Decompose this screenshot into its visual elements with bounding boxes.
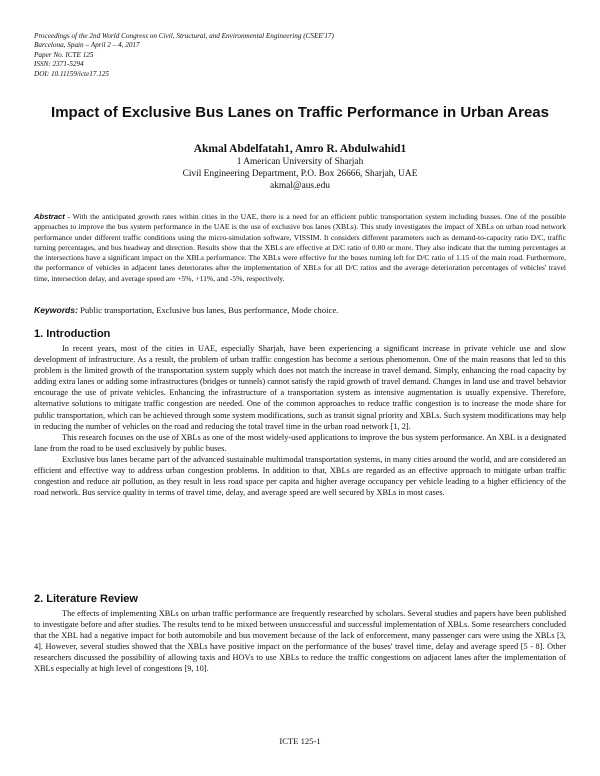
author-list: Akmal Abdelfatah1, Amro R. Abdulwahid1 <box>193 143 407 155</box>
proceedings-line: ISSN: 2371-5294 <box>34 60 84 69</box>
paragraph: In recent years, most of the cities in UAE, especially Sharjah, have been experiencing a significant increase in private vehicle use and slow development of infrastructure. As a result, the problem of urban traffic congestion has become a serious phenomenon. One of the main reasons that led to this problem is the limited growth of the transportation system supply which does not match the increase in travel demand. Simply, enhancing the road capacity by adding extra lanes or adding some infrastructures (bridges or tunnels) cannot satisfy the rapid growth of travel demand. Changes in land use and travel behavior encourage the use of private vehicles. Enhancing the infrastructure of a transportation system as intensive augmentation is usually expensive. Therefore, alternative solutions to mitigate traffic congestion are needed. One of the common approaches to reduce traffic congestion is to increase the mode share for public transportation, which can be achieved through some system modifications, such as transit signal priority and XBLs. Such system modifications may help in reducing the number of vehicles on the road and reducing the total travel time in the urban road network [1, 2]. <box>34 344 566 431</box>
proceedings-line: Proceedings of the 2nd World Congress on Civil, Structural, and Environmental Engineering (CSEE'17) <box>34 32 334 40</box>
abstract <box>34 212 566 284</box>
page-footer: ICTE 125-1 <box>279 736 321 746</box>
proceedings-line: Paper No. ICTE 125 <box>34 50 94 59</box>
keywords <box>34 305 566 315</box>
paragraph: The effects of implementing XBLs on urban traffic performance are frequently researched by scholars. Several studies and papers have been published to investigate before and after studies. The results tend to be mixed between unsuccessful and successful implementation of XBLs. Some researchers concluded that the XBL had a negative impact for both automobile and bus movement because of the lack of enforcement, many passenger cars were using the XBLs [3, 4]. However, several studies showed that the XBLs have positive impact on the performance of the buses' travel time, delay and average speed [5 - 8]. Other researchers discussed the possibility of allowing taxis and HOVs to use XBLs to reduce the traffic congestions on adjacent lanes after the implementation of XBLs especially at high level of congestions [9, 10]. <box>34 609 566 674</box>
paper-title: Impact of Exclusive Bus Lanes on Traffic Performance in Urban Areas <box>51 104 549 121</box>
introduction-body <box>34 343 566 498</box>
section-heading-introduction: 1. Introduction <box>34 328 111 340</box>
proceedings-line: Barcelona, Spain – April 2 – 4, 2017 <box>34 41 140 50</box>
author-email: akmal@aus.edu <box>270 181 330 192</box>
paragraph: This research focuses on the use of XBLs as one of the most widely-used applications to improve the bus system performance. An XBL is a designated lane from the road to be used exclusively by public buses. <box>34 432 566 453</box>
proceedings-header <box>34 32 574 79</box>
proceedings-line: DOI: 10.11159/icte17.125 <box>34 69 109 78</box>
affiliation-institution: 1 American University of Sharjah <box>236 157 364 167</box>
abstract-label: Abstract <box>34 212 65 221</box>
abstract-text: - With the anticipated growth rates within cities in the UAE, there is a need for an efficient public transportation system including busses. One of the possible approaches to improve the bus system performance in the UAE is the use of exclusive bus lanes (XBLs). This study investigates the impact of XBLs on urban road network performance under different traffic conditions using the micro-simulation software, VISSIM. It considers different parameters such as demand-to-capacity ratio D/C, traffic turning percentages, and bus headway and direction. Results show that the XBLs are effective at D/C ratio of 0.80 or more. They also indicate that the turning percentages at the intersections have a significant impact on the XBLs performance. The XBLs were effective for the buses turning left for D/C ratio of 1.15 of the main road. Furthermore, the performance of vehicles in adjacent lanes deteriorates after the implementation of XBLs for all D/C ratios and the average deterioration percentages of vehicles' travel time, intersection delay, and average speed are +5%, +11%, and -5%, respectively. <box>34 212 566 283</box>
paragraph: Exclusive bus lanes became part of the advanced sustainable multimodal transportation systems, in many cities around the world, and are considered an efficient and effective way to address urban congestion problems. In addition to that, XBLs are regarded as an effective approach to mitigate urban traffic congestion and reduce air pollution, as they result in less road space per capita and higher average occupancy per vehicle leading to a higher efficiency of the road network. Bus service quality in terms of travel time, delay, and average speed are well secured by XBLs in most cases. <box>34 454 566 498</box>
section-heading-literature-review: 2. Literature Review <box>34 593 138 605</box>
keywords-text: Public transportation, Exclusive bus lanes, Bus performance, Mode choice. <box>80 305 339 315</box>
keywords-label: Keywords: <box>34 305 78 315</box>
literature-review-body <box>34 608 566 675</box>
affiliation <box>20 156 580 193</box>
affiliation-address: Civil Engineering Department, P.O. Box 26666, Sharjah, UAE <box>182 169 418 180</box>
